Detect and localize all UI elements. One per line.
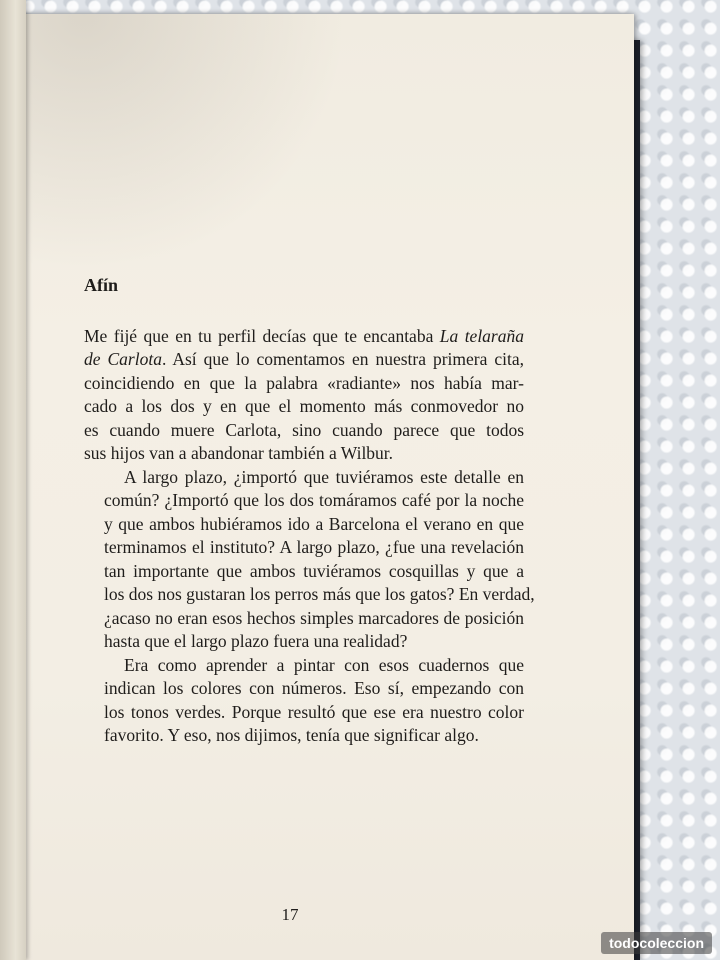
text-line: terminamos el instituto? A largo plazo, ¿fue una revelación (104, 537, 524, 557)
chapter-title: Afín (84, 275, 119, 295)
text-line: sus hijos van a abandonar también a Wilbur. (84, 443, 394, 463)
page-number: 17 (281, 905, 299, 924)
text-line: los dos nos gustaran los perros más que los gatos? En verdad, (104, 584, 535, 604)
text-line: de Carlota. Así que lo comentamos en nuestra primera cita, (84, 349, 524, 369)
text-line: A largo plazo, ¿importó que tuviéramos este detalle en (124, 466, 524, 487)
text-line: común? ¿Importó que los dos tomáramos café por la noche (104, 490, 524, 510)
text-line: los tonos verdes. Porque resultó que ese era nuestro color (104, 701, 524, 722)
paragraph-1 (84, 325, 524, 466)
text-line: indican los colores con números. Eso sí, empezando con (104, 678, 524, 698)
text-line: ¿acaso no eran esos hechos simples marcadores de posición (104, 607, 524, 628)
paragraph-3 (84, 654, 524, 748)
text-line: hasta que el largo plazo fuera una realidad? (104, 631, 408, 651)
text-line: tan importante que ambos tuviéramos cosquillas y que a (104, 560, 524, 581)
text-line: y que ambos hubiéramos ido a Barcelona el verano en que (104, 513, 524, 534)
watermark-logo: todocoleccion (601, 932, 712, 954)
previous-page-edge (0, 0, 26, 960)
text-line: Era como aprender a pintar con esos cuadernos que (124, 654, 524, 675)
text-line: coincidiendo en que la palabra «radiante» nos había mar- (84, 372, 524, 393)
text-line: cado a los dos y en que el momento más conmovedor no (84, 396, 524, 416)
page-text (84, 260, 535, 748)
text-line: favorito. Y eso, nos dijimos, tenía que significar algo. (104, 725, 479, 745)
text-line: Me fijé que en tu perfil decías que te encantaba La telaraña (84, 325, 524, 346)
text-line: es cuando muere Carlota, sino cuando parece que todos (84, 419, 524, 440)
paragraph-2 (84, 466, 535, 654)
